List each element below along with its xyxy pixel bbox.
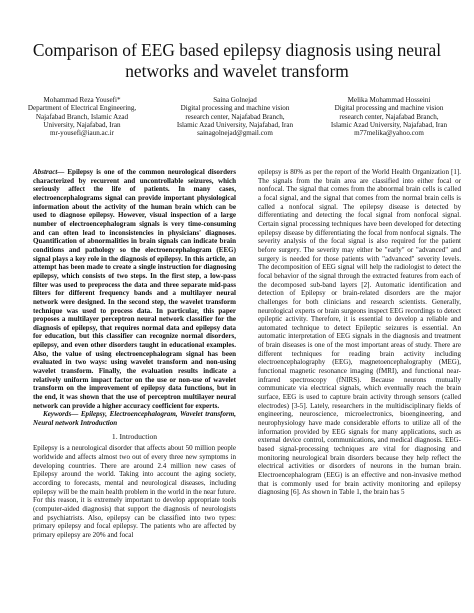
right-column-paragraph: epilepsy is 80% as per the report of the World Health Organization [1]. The signals from the brain area are classified into either focal or nonfocal. The signal that comes from the abnormal brain cells is called a focal signal, and the signal that comes from the normal brain cells is called a nonfocal signal. The epilepsy disease is detected by differentiating and detecting the focal signal from nonfocal signal. Certain signal processing techniques have been developed for detecting epilepsy disease by differentiating the focal from nonfocal signals. The severity analysis of the focal signal is also required for the patient before surgery. The severity may either be "early" or "advanced" and surgery is needed for those patients with "advanced" severity levels. The decomposition of EEG signal will help the radiologist to detect the focal behavior of the signal through the extracted features from each of the decomposed sub-band layers [2]. Automatic identification and detection of Epilepsy or brain-related disorders are the major challenges for both clinicians and research scientists. Generally, neurological experts or brain surgeons inspect EEG recordings to detect epileptic activity. Therefore, it is essential to develop a reliable and automated technique to detect Epileptic seizures is essential. An automatic interpretation of EEG signals in the diagnosis and treatment of brain diseases is one of the most important areas of study. There are different techniques for reading brain activity including electroencephalography (EEG), magnetoencephalography (MEG), functional magnetic resonance imaging (fMRI), and functional near-infrared spectroscopy (fNIRS). Because neurons mutually communicate via electrical signals, which eventually reach the brain surface, EEG is used to capture brain activity through sensors (called electrodes) [3-5]. Lately, researchers in the multidisciplinary fields of engineering, neuroscience, microelectronics, bioengineering, and neurophysiology have made considerable efforts to utilize all of the information provided by EEG signals for many applications, such as external device control, communications, and medical diagnosis. EEG-based signal-processing techniques are vital for diagnosing and monitoring neurological brain disorders because they help reflect the electrical activities or disorders of neurons in the human brain. Electroencephalogram (EEG) is an effective and non-invasive method that is commonly used for brain activity monitoring and epilepsy diagnosing [6]. As shown in Table 1, the brain has 5 — [258, 168, 461, 497]
author-1-affiliation-line: University, Najafabad, Iran — [43, 120, 121, 129]
author-1-affiliation-line: Najafabad Branch, Islamic Azad — [35, 112, 129, 121]
author-2 — [160, 96, 310, 137]
author-2-affiliation-line: Digital processing and machine vision — [180, 104, 290, 113]
section-1-heading: 1. Introduction — [111, 431, 158, 441]
author-2-email: sainagolnejad@gmail.com — [197, 129, 273, 138]
abstract-label: Abstract— — [33, 168, 65, 176]
author-1 — [12, 96, 152, 137]
keywords: Keywords— Epilepsy, Electroencephalogram, Wavelet transform, Neural network Introduction — [33, 410, 236, 428]
author-2-name: Saina Golnejad — [213, 96, 257, 104]
intro-paragraph: Epilepsy is a neurological disorder that affects about 50 million people worldwide and affects almost two out of every three new symptoms in developing countries. There are around 2.4 million new cases of Epilepsy around the world. Taking into account the aging society, according to forecasts, mental and neurological diseases, including epilepsy will be the main health problem in the world in the near future. For this reason, it is extremely important to develop appropriate tools (computer-aided diagnosis) that support the diagnosis of neurologists and psychiatrists. Also, epilepsy can be classified into two types: primary epilepsy and focal epilepsy. The patients who are affected by primary epilepsy are 20% and focal — [33, 444, 236, 539]
author-1-name: Mohammad Reza Yousefi* — [43, 96, 121, 104]
left-column — [33, 168, 236, 540]
author-3-affiliation-line: Islamic Azad University, Najafabad, Iran — [330, 120, 448, 129]
author-3-email: m77melika@yahoo.com — [354, 129, 424, 138]
author-2-affiliation-line: research center, Najafabad Branch, — [185, 112, 285, 121]
author-3-name: Melika Mohammad Hosseini — [347, 96, 431, 104]
abstract — [33, 168, 236, 410]
paper-title: Comparison of EEG based epilepsy diagnosis using neural networks and wavelet transform — [32, 40, 442, 81]
author-3-affiliation-line: Digital processing and machine vision — [334, 104, 444, 113]
author-3-affiliation-line: research center, Najafabad Branch, — [339, 112, 439, 121]
author-2-affiliation-line: Islamic Azad University, Najafabad, Iran — [176, 120, 294, 129]
author-3 — [314, 96, 464, 137]
right-column — [258, 168, 461, 497]
author-1-email: mr-yousefi@iaun.ac.ir — [50, 129, 114, 138]
abstract-text: Epilepsy is one of the common neurological disorders characterized by recurrent and uncontrollable seizures, which seriously affect the life of patients. In many cases, electroencephalograms signal can provide important physiological information about the activity of the human brain which can be used to diagnose epilepsy. However, visual inspection of a large number of electroencephalogram signals is very time-consuming and can often lead to inconsistencies in physicians' diagnoses. Quantification of abnormalities in brain signals can indicate brain conditions and pathology so the electroencephalogram (EEG) signal plays a key role in the diagnosis of epilepsy. In this article, an attempt has been made to create a single instruction for diagnosing epilepsy, which consists of two steps. In the first step, a low-pass filter was used to preprocess the data and three separate mid-pass filters for different frequency bands and a multilayer neural network were designed. In the second step, the wavelet transform technique was used to process data. In particular, this paper proposes a multilayer perceptron neural network classifier for the diagnosis of epilepsy, that requires normal data and epilepsy data for education, but this classifier can recognize normal disorders, epilepsy, and even other disorders taught in educational examples. Also, the value of using electroencephalogram signal has been evaluated in two ways: using wavelet transform and non-using wavelet transform. Finally, the evaluation results indicate a relatively uniform impact factor on the use or non-use of wavelet transform on the improvement of epilepsy data functions, but in the end, it was shown that the use of perceptron multilayer neural network can provide a higher accuracy coefficient for experts. — [33, 168, 236, 410]
author-1-affiliation-line: Department of Electrical Engineering, — [27, 104, 137, 113]
